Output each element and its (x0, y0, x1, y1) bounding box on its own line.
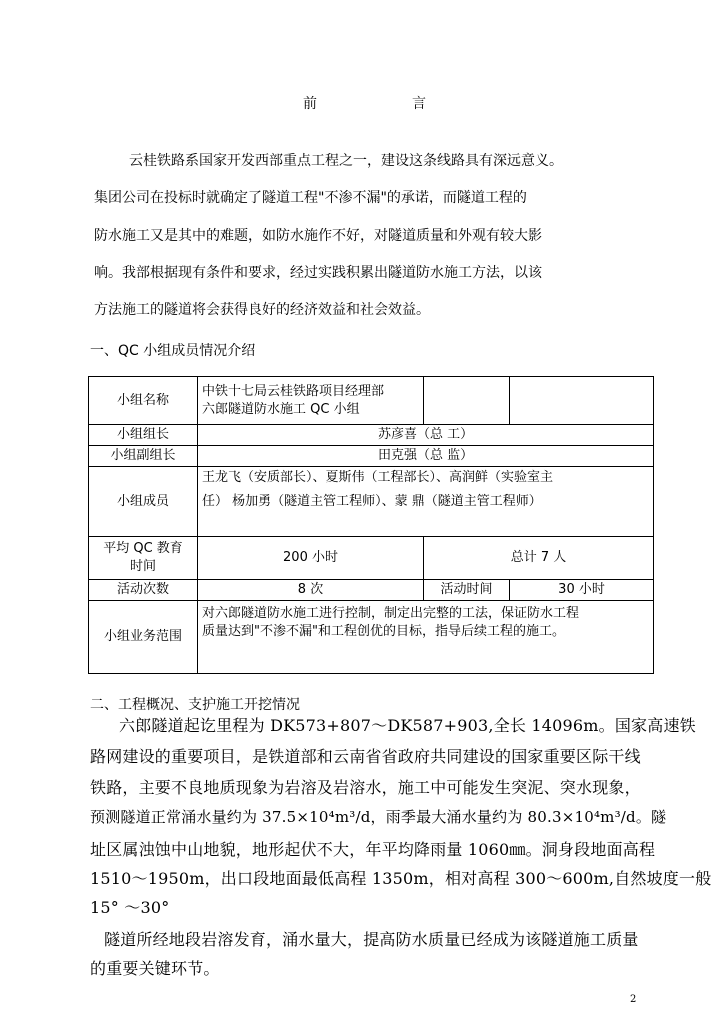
preface-line-1: 云桂铁路系国家开发西部重点工程之一，建设这条线路具有深远意义。 (129, 153, 563, 169)
qc-group-table (88, 376, 654, 674)
deputy-label: 小组副组长 (89, 446, 198, 467)
group-name-line-2: 六郎隧道防水施工 QC 小组 (202, 401, 360, 417)
activity-count-label: 活动次数 (89, 580, 198, 601)
section2-line-6: 1510～1950m，出口段地面最低高程 1350m，相对高程 300～600m,自然坡度一般 (90, 869, 712, 888)
section2-line-3: 铁路，主要不良地质现象为岩溶及岩溶水，施工中可能发生突泥、突水现象， (90, 778, 641, 797)
section2-line-2: 路网建设的重要项目，是铁道部和云南省省政府共同建设的国家重要区际干线 (90, 747, 641, 766)
section2-line-9: 的重要关键环节。 (90, 959, 220, 978)
page-number: 2 (630, 994, 637, 1005)
section2-line-7: 15° ～30° (90, 898, 170, 917)
scope-line-1: 对六郎隧道防水施工进行控制，制定出完整的工法，保证防水工程 (202, 606, 580, 621)
leader-label: 小组组长 (89, 425, 198, 446)
activity-time-label: 活动时间 (424, 580, 510, 601)
preface-line-2: 集团公司在投标时就确定了隧道工程"不渗不漏"的承诺，而隧道工程的 (94, 190, 527, 206)
preface-line-3: 防水施工又是其中的难题，如防水施作不好，对隧道质量和外观有较大影 (94, 228, 542, 244)
empty-cell-1 (424, 377, 510, 425)
group-name-line-1: 中铁十七局云桂铁路项目经理部 (202, 383, 385, 399)
preface-line-5: 方法施工的隧道将会获得良好的经济效益和社会效益。 (94, 302, 430, 318)
scope-line-2: 质量达到"不渗不漏"和工程创优的目标，指导后续工程的施工。 (202, 624, 565, 639)
preface-line-4: 响。我部根据现有条件和要求，经过实践积累出隧道防水施工方法，以该 (94, 265, 542, 281)
activity-time-value: 30 小时 (510, 580, 654, 601)
edu-label-line-1: 平均 QC 教育 (103, 541, 183, 556)
leader-value: 苏彦喜（总 工） (198, 425, 654, 446)
section2-line-5: 址区属浊蚀中山地貌，地形起伏不大，年平均降雨量 1060㎜。洞身段地面高程 (90, 840, 656, 859)
page-title-left: 前 (303, 96, 317, 112)
edu-label (89, 537, 198, 580)
scope-value (198, 601, 654, 674)
edu-label-line-2: 时间 (129, 559, 156, 574)
section2-line-1: 六郎隧道起讫里程为 DK573+807～DK587+903,全长 14096m。国家高速铁 (119, 716, 696, 735)
group-name-label: 小组名称 (89, 377, 198, 425)
deputy-value: 田克强（总 监） (198, 446, 654, 467)
members-value (198, 467, 654, 537)
edu-hours: 200 小时 (198, 537, 424, 580)
page-title-right: 言 (412, 96, 426, 112)
empty-cell-2 (510, 377, 654, 425)
edu-total: 总计 7 人 (424, 537, 654, 580)
section2-line-4: 预测隧道正常涌水量约为 37.5×10⁴m³/d，雨季最大涌水量约为 80.3×10⁴m³/d。隧 (90, 808, 667, 826)
section2-heading: 二、工程概况、支护施工开挖情况 (90, 697, 300, 713)
scope-label: 小组业务范围 (89, 601, 198, 674)
members-line-1: 王龙飞（安质部长）、夏斯伟（工程部长）、高润鲜（实验室主 (202, 470, 554, 485)
members-line-2: 任） 杨加勇（隧道主管工程师）、蒙 鼎（隧道主管工程师） (202, 494, 542, 509)
activity-count-value: 8 次 (198, 580, 424, 601)
section1-heading: 一、QC 小组成员情况介绍 (90, 343, 256, 359)
section2-line-8: 隧道所经地段岩溶发育，涌水量大，提高防水质量已经成为该隧道施工质量 (104, 930, 639, 949)
group-name-value (198, 377, 424, 425)
members-label: 小组成员 (89, 467, 198, 537)
